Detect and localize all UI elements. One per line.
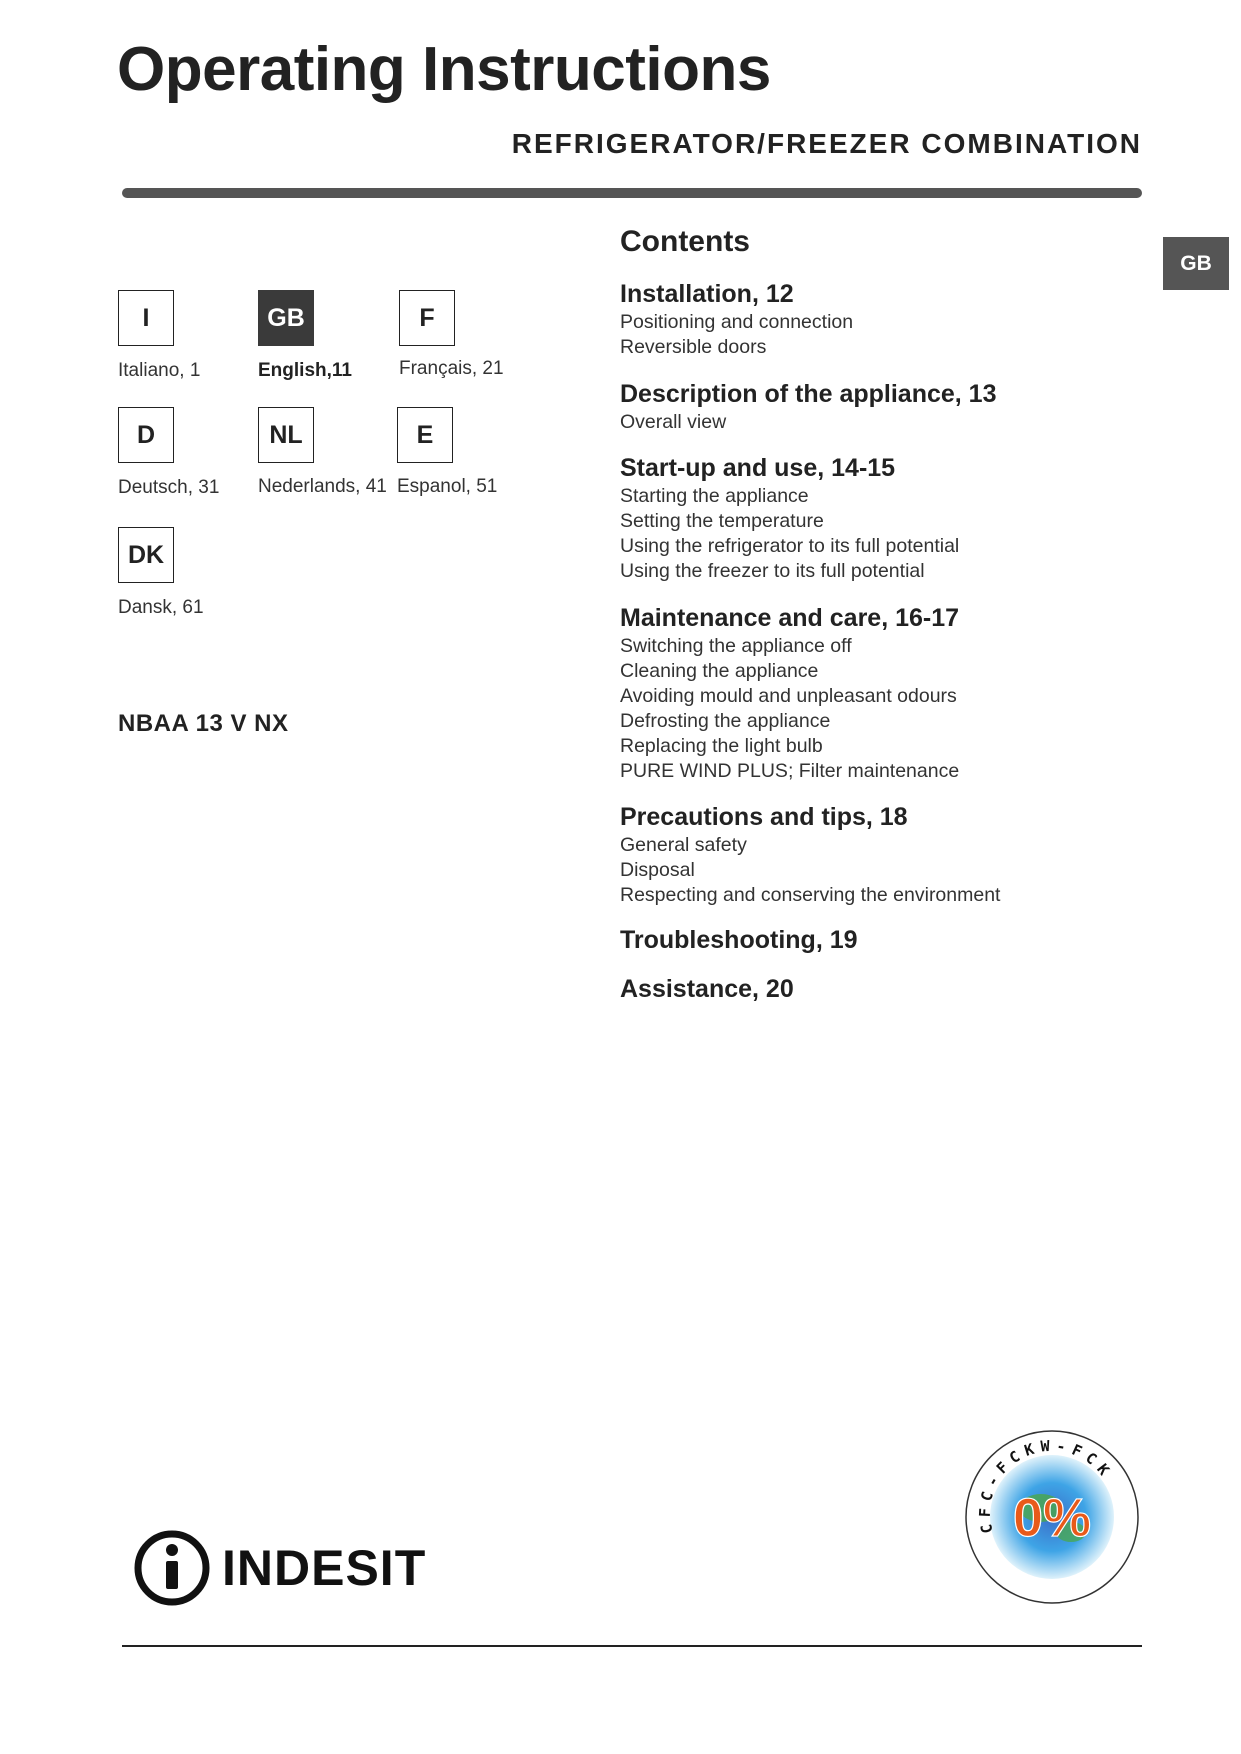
lang-label-german: Deutsch, 31: [118, 477, 220, 498]
toc-section-title[interactable]: Troubleshooting, 19: [620, 926, 858, 954]
toc-item[interactable]: Defrosting the appliance: [620, 710, 831, 732]
indesit-logo: [132, 1528, 426, 1608]
lang-label-french: Français, 21: [399, 358, 504, 379]
toc-item[interactable]: PURE WIND PLUS; Filter maintenance: [620, 760, 960, 782]
header-divider: [122, 188, 1142, 198]
indesit-logo-icon: [132, 1528, 212, 1608]
toc-item[interactable]: Avoiding mould and unpleasant odours: [620, 685, 957, 707]
toc-section-title[interactable]: Precautions and tips, 18: [620, 803, 908, 831]
toc-item[interactable]: Cleaning the appliance: [620, 660, 819, 682]
toc-item[interactable]: Reversible doors: [620, 336, 767, 358]
toc-item[interactable]: Overall view: [620, 411, 727, 433]
toc-item[interactable]: Switching the appliance off: [620, 635, 852, 657]
toc-section-title[interactable]: Description of the appliance, 13: [620, 380, 997, 408]
toc-item[interactable]: General safety: [620, 834, 747, 856]
badge-center-text: 0%: [1012, 1488, 1092, 1548]
toc-section-description: [620, 378, 996, 435]
toc-item[interactable]: Setting the temperature: [620, 510, 824, 532]
toc-item[interactable]: Disposal: [620, 859, 695, 881]
toc-item[interactable]: Positioning and connection: [620, 311, 854, 333]
lang-box-italian[interactable]: I: [118, 290, 174, 346]
lang-box-spanish[interactable]: E: [397, 407, 453, 463]
toc-item[interactable]: Respecting and conserving the environment: [620, 884, 1001, 906]
toc-item[interactable]: Replacing the light bulb: [620, 735, 823, 757]
toc-section-startup: [620, 452, 959, 584]
toc-item[interactable]: Starting the appliance: [620, 485, 809, 507]
lang-box-dutch[interactable]: NL: [258, 407, 314, 463]
badge-ring-text: CFC-FCKW-FCK: [975, 1436, 1117, 1535]
toc-item[interactable]: Using the refrigerator to its full potential: [620, 535, 960, 557]
language-side-tab: GB: [1163, 237, 1229, 290]
toc-section-precautions: [620, 801, 1000, 908]
lang-label-dutch: Nederlands, 41: [258, 476, 387, 497]
toc-section-title[interactable]: Installation, 12: [620, 280, 794, 308]
toc-section-title[interactable]: Assistance, 20: [620, 975, 794, 1003]
model-number: NBAA 13 V NX: [118, 710, 289, 737]
footer-divider: [122, 1645, 1142, 1647]
lang-label-italian: Italiano, 1: [118, 360, 201, 381]
toc-item[interactable]: Using the freezer to its full potential: [620, 560, 925, 582]
toc-section-troubleshooting: [620, 924, 858, 956]
lang-box-english[interactable]: GB: [258, 290, 314, 346]
toc-section-assistance: [620, 973, 794, 1005]
toc-section-title[interactable]: Start-up and use, 14-15: [620, 454, 896, 482]
contents-heading: Contents: [620, 225, 750, 258]
lang-box-danish[interactable]: DK: [118, 527, 174, 583]
toc-section-maintenance: [620, 602, 959, 784]
cfc-free-badge: [963, 1428, 1141, 1606]
toc-section-installation: [620, 278, 853, 360]
toc-section-title[interactable]: Maintenance and care, 16-17: [620, 604, 960, 632]
brand-wordmark: INDESIT: [222, 1540, 427, 1596]
page-subtitle: REFRIGERATOR/FREEZER COMBINATION: [511, 128, 1142, 159]
lang-label-danish: Dansk, 61: [118, 597, 204, 618]
lang-label-english: English,11: [258, 360, 352, 381]
lang-label-spanish: Espanol, 51: [397, 476, 498, 497]
page-title: Operating Instructions: [117, 35, 771, 104]
lang-box-german[interactable]: D: [118, 407, 174, 463]
lang-box-french[interactable]: F: [399, 290, 455, 346]
